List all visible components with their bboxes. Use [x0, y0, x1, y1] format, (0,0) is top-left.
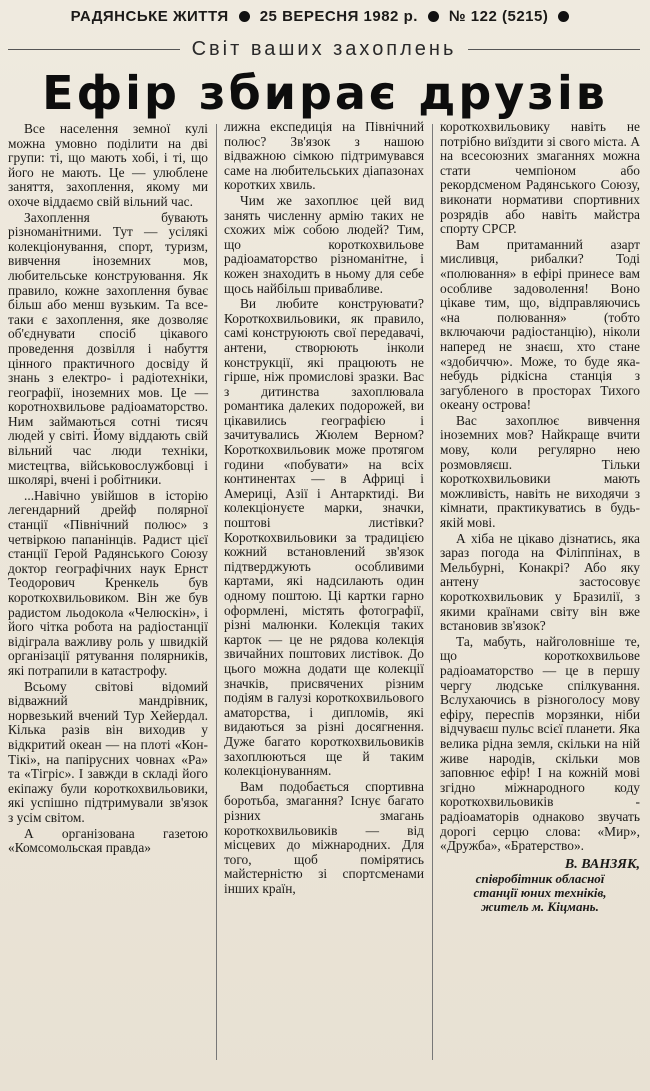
rubric-title: Світ ваших захоплень	[191, 37, 457, 60]
bullet-separator-icon	[558, 11, 569, 22]
article-column-1	[8, 122, 208, 857]
paragraph: А організована газетою «Комсомольская правда»	[8, 825, 208, 856]
paragraph: Все населення земної кулі можна умовно поділити на дві групи: ті, що мають хобі, і ті, що його не мають. Це — улюблене заняття, захоплення, якому ми охоче віддаємо свій вільний час.	[8, 121, 208, 209]
issue-number: № 122 (5215)	[448, 7, 549, 25]
issue-date: 25 ВЕРЕСНЯ 1982 р.	[259, 7, 418, 25]
paragraph: Та, мабуть, найголовніше те, що короткохвильове радіоаматорство — це в першу чергу людське спілкування. Вслухаючись в різноголосу мову ефіру, переспів морзянки, ніби відчуваєш пульс всієї планети. Яка велика рідна земля, скільки на ній живе народів, скільки мов заповнює ефір! І на кожній мові згідно міжнародного коду короткохвильовиків - радіоаматорів однаково звучать дорогі серцю слова: «Мир», «Дружба», «Братерство».	[440, 633, 640, 854]
paragraph: лижна експедиція на Північний полюс? Зв'язок з нашою відважною сімкою підтримувався саме на любительських діапазонах коротких хвиль.	[224, 119, 424, 193]
paragraph: Всьому світові відомий відважний мандрівник, норвезький вчений Тур Хейердал. Кілька разів він виходив у відкритий океан — на плоті «Кон-Тікі», на папірусних човнах «Ра» та «Тігріс». І завжди в складі його екіпажу були короткохвильовики, які успішно підтримували зв'язок з усім світом.	[8, 678, 208, 825]
rubric-bar	[8, 38, 640, 60]
rubric-rule-right	[468, 49, 640, 50]
paragraph: Захоплення бувають різноманітними. Тут — усілякі колекціонування, спорт, туризм, вивчення іноземних мов, любительське конструювання. Як правило, кожне захоплення буває більш або менш вузьким. Та все-таки є захоплення, яке дозволяє об'єднувати спосіб цікавого проведення дозвілля і набуття цінного практичного досвіду й знань з електро- і радіотехніки, географії, іноземних мов. Це — коротнохвильове радіоаматорство. Ним займаються сотні тисяч людей у світі. Йому віддають свій вільний час люди техніки, мистецтва, військовослужбовці і школярі, вчені і робітники.	[8, 209, 208, 488]
paragraph: А хіба не цікаво дізнатись, яка зараз погода на Філіппінах, в Мельбурні, Конакрі? Або яку антену застосовує короткохвильовик у Бразилії, з якими країнами світу він вже встановив зв'язок?	[440, 530, 640, 634]
bullet-separator-icon	[428, 11, 439, 22]
paragraph: Вас захоплює вивчення іноземних мов? Найкраще вчити мову, коли регулярно нею розмовляєш. Тільки короткохвильовики мають можливість, навіть не виходячи з кімнати, практикуватись в будь-якій мові.	[440, 412, 640, 531]
paragraph: Вам притаманний азарт мисливця, рибалки? Тоді «полювання» в ефірі принесе вам особливе задоволення! Воно цікаве тим, що, відправляючись «на полювання» (тобто включаючи радіостанцію), ніколи наперед не знаєш, хто стане «здобиччю». Може, то буде яка-небудь рідкісна станція з загубленого в просторах Тихого океану острова!	[440, 236, 640, 413]
author-signature	[440, 858, 640, 915]
column-divider	[432, 124, 433, 1060]
newspaper-name: РАДЯНСЬКЕ ЖИТТЯ	[70, 7, 229, 25]
article-column-2	[224, 120, 424, 897]
masthead	[0, 4, 650, 28]
author-title: співробітник обласної	[475, 871, 605, 887]
rubric-rule-left	[8, 49, 180, 50]
paragraph: Вам подобається спортивна боротьба, змагання? Існує багато різних змагань короткохвильовиків — від місцевих до міжнародних. Для того, щоб помірятись майстерністю зі спортсменами інших країн,	[224, 778, 424, 896]
paragraph: Чим же захоплює цей вид занять численну армію таких не схожих між собою людей? Тим, що короткохвильове радіоаматорство різноманітне, і кожен знаходить в ньому для себе щось найбільш привабливе.	[224, 192, 424, 296]
article-headline: Ефір збирає друзів	[42, 66, 608, 120]
paragraph: Ви любите конструювати? Короткохвильовики, як правило, самі конструюють свої передавачі, антени, створюють інколи конструкції, які працюють не гірше, ніж промислові зразки. Вас з дитинства захоплювала романтика далеких подорожей, ви цікавились географією і зачитувались Жюлем Верном? Короткохвильовик може протягом години «побувати» на всіх континентах — в Африці і Америці, Азії і Антарктиді. Ви колекціонуєте марки, значки, поштові листівки? Короткохвильовики за традицією кожний встановлений зв'язок підтверджують особливими картами, які надсилають один одному поштою. Ці картки гарно оформлені, містять фотографії, різні малюнки. Колекція таких карток — це не рядова колекція звичайних поштових листівок. До цього можна додати ще колекції значків, присвячених різним подіям в галузі короткохвильового аматорства, і дипломів, які видаються за різні досягнення. Дуже багато короткохвильовиків захоплюються ще й таким колекціонуванням.	[224, 296, 424, 779]
author-name: В. ВАНЗЯК,	[564, 856, 640, 872]
author-title: станції юних техніків,	[473, 885, 607, 901]
author-location: житель м. Кіцмань.	[481, 899, 599, 915]
paragraph: ...Навічно увійшов в історію легендарний дрейф полярної станції «Північний полюс» з четвіркою папанінців. Радист цієї станції Герой Радянського Союзу доктор географічних наук Ернст Теодорович Кренкель був короткохвильовиком. Він же був радистом льодокола «Челюскін», і його чітка робота на радіостанції відіграла важливу роль у швидкій організації рятування полярників, які потрапили в катастрофу.	[8, 487, 208, 678]
article-column-3	[440, 120, 640, 914]
bullet-separator-icon	[239, 11, 250, 22]
column-divider	[216, 124, 217, 1060]
paragraph: короткохвильовику навіть не потрібно виїздити зі свого міста. А на всесоюзних змаганнях можна стати чемпіоном або рекордсменом Радянського Союзу, виконати нормативи спортивних розрядів або навіть майстра спорту СРСР.	[440, 119, 640, 237]
